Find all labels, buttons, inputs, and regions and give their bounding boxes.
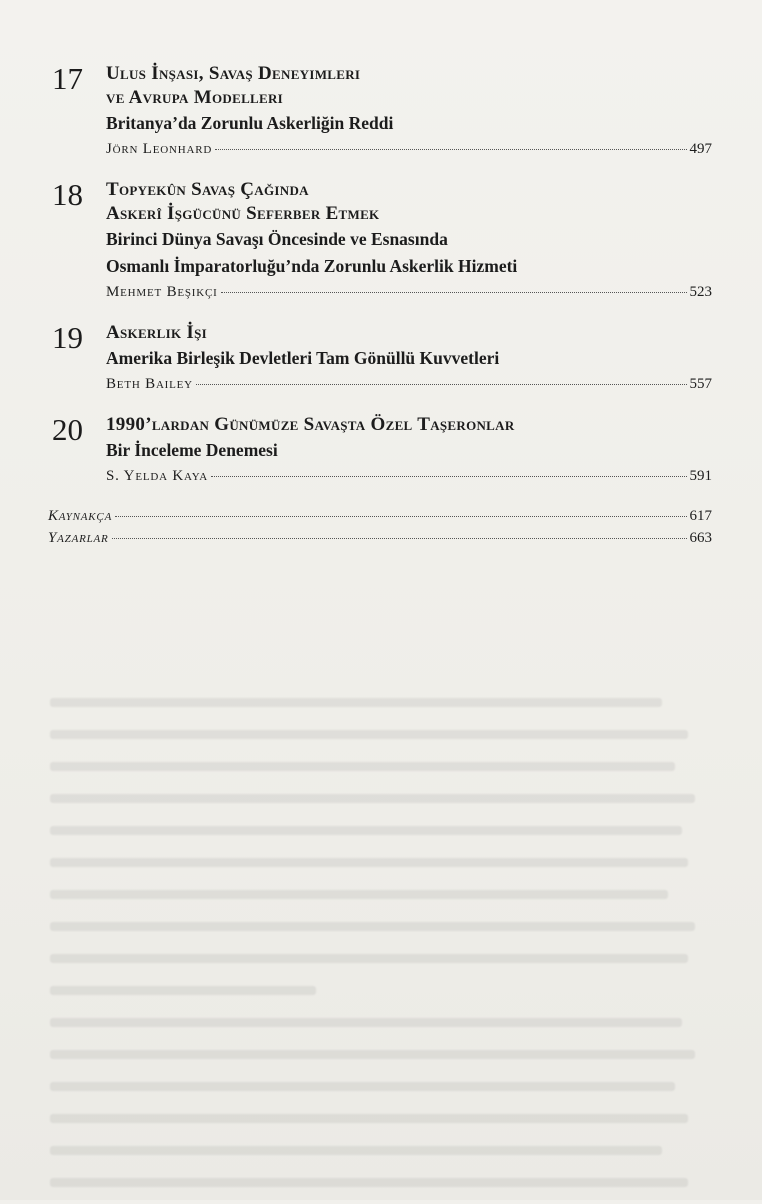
back-matter-page-number: 663 bbox=[689, 530, 712, 546]
back-matter-label: Yazarlar bbox=[48, 530, 109, 546]
chapter-author: Jörn Leonhard bbox=[106, 141, 213, 157]
chapter-page-number: 523 bbox=[689, 284, 712, 300]
author-row bbox=[106, 468, 712, 485]
toc-chapter bbox=[48, 178, 712, 301]
chapter-title bbox=[106, 321, 712, 345]
chapter-title-line: Askerî İşgücünü Seferber Etmek bbox=[106, 203, 380, 224]
chapter-page-number: 591 bbox=[689, 468, 712, 484]
dot-leader bbox=[115, 516, 686, 517]
back-matter-label: Kaynakça bbox=[48, 508, 113, 524]
author-row bbox=[106, 284, 712, 301]
dot-leader bbox=[112, 538, 687, 539]
back-matter-row bbox=[48, 527, 712, 549]
chapter-author: Mehmet Beşikçi bbox=[106, 284, 218, 300]
chapter-title-line: Topyekûn Savaş Çağında bbox=[106, 179, 309, 200]
dot-leader bbox=[215, 149, 686, 150]
back-matter bbox=[48, 505, 712, 549]
chapter-author: Beth Bailey bbox=[106, 376, 193, 392]
chapter-title-line: Ulus İnşası, Savaş Deneyimleri bbox=[106, 63, 361, 84]
chapter-title-line: ve Avrupa Modelleri bbox=[106, 87, 284, 108]
chapter-title bbox=[106, 62, 712, 110]
chapter-page-number: 497 bbox=[689, 141, 712, 157]
chapter-subtitle: Bir İnceleme Denemesi bbox=[106, 440, 278, 460]
chapter-page-number: 557 bbox=[689, 376, 712, 392]
chapter-title bbox=[106, 178, 712, 226]
author-row bbox=[106, 141, 712, 158]
chapter-number: 17 bbox=[52, 61, 83, 96]
chapter-title bbox=[106, 413, 712, 437]
chapter-author: S. Yelda Kaya bbox=[106, 468, 209, 484]
dot-leader bbox=[221, 292, 687, 293]
back-matter-page-number: 617 bbox=[689, 508, 712, 524]
dot-leader bbox=[196, 384, 687, 385]
chapter-number: 20 bbox=[52, 412, 83, 447]
toc-chapter bbox=[48, 321, 712, 393]
chapter-subtitle: Osmanlı İmparatorluğu’nda Zorunlu Askerlik Hizmeti bbox=[106, 256, 518, 276]
chapter-subtitle: Amerika Birleşik Devletleri Tam Gönüllü Kuvvetleri bbox=[106, 348, 500, 368]
chapter-title-line: 1990’lardan Günümüze Savaşta Özel Taşeronlar bbox=[106, 414, 515, 435]
bleed-through-texture bbox=[50, 690, 715, 1204]
chapter-subtitle: Britanya’da Zorunlu Askerliğin Reddi bbox=[106, 113, 394, 133]
chapter-number: 19 bbox=[52, 320, 83, 355]
toc-chapter bbox=[48, 62, 712, 158]
toc-chapter bbox=[48, 413, 712, 485]
chapter-title-line: Askerlik İşi bbox=[106, 322, 207, 343]
chapter-number: 18 bbox=[52, 177, 83, 212]
author-row bbox=[106, 376, 712, 393]
back-matter-row bbox=[48, 505, 712, 527]
dot-leader bbox=[211, 476, 686, 477]
table-of-contents bbox=[48, 62, 712, 549]
chapter-subtitle: Birinci Dünya Savaşı Öncesinde ve Esnasında bbox=[106, 229, 448, 249]
